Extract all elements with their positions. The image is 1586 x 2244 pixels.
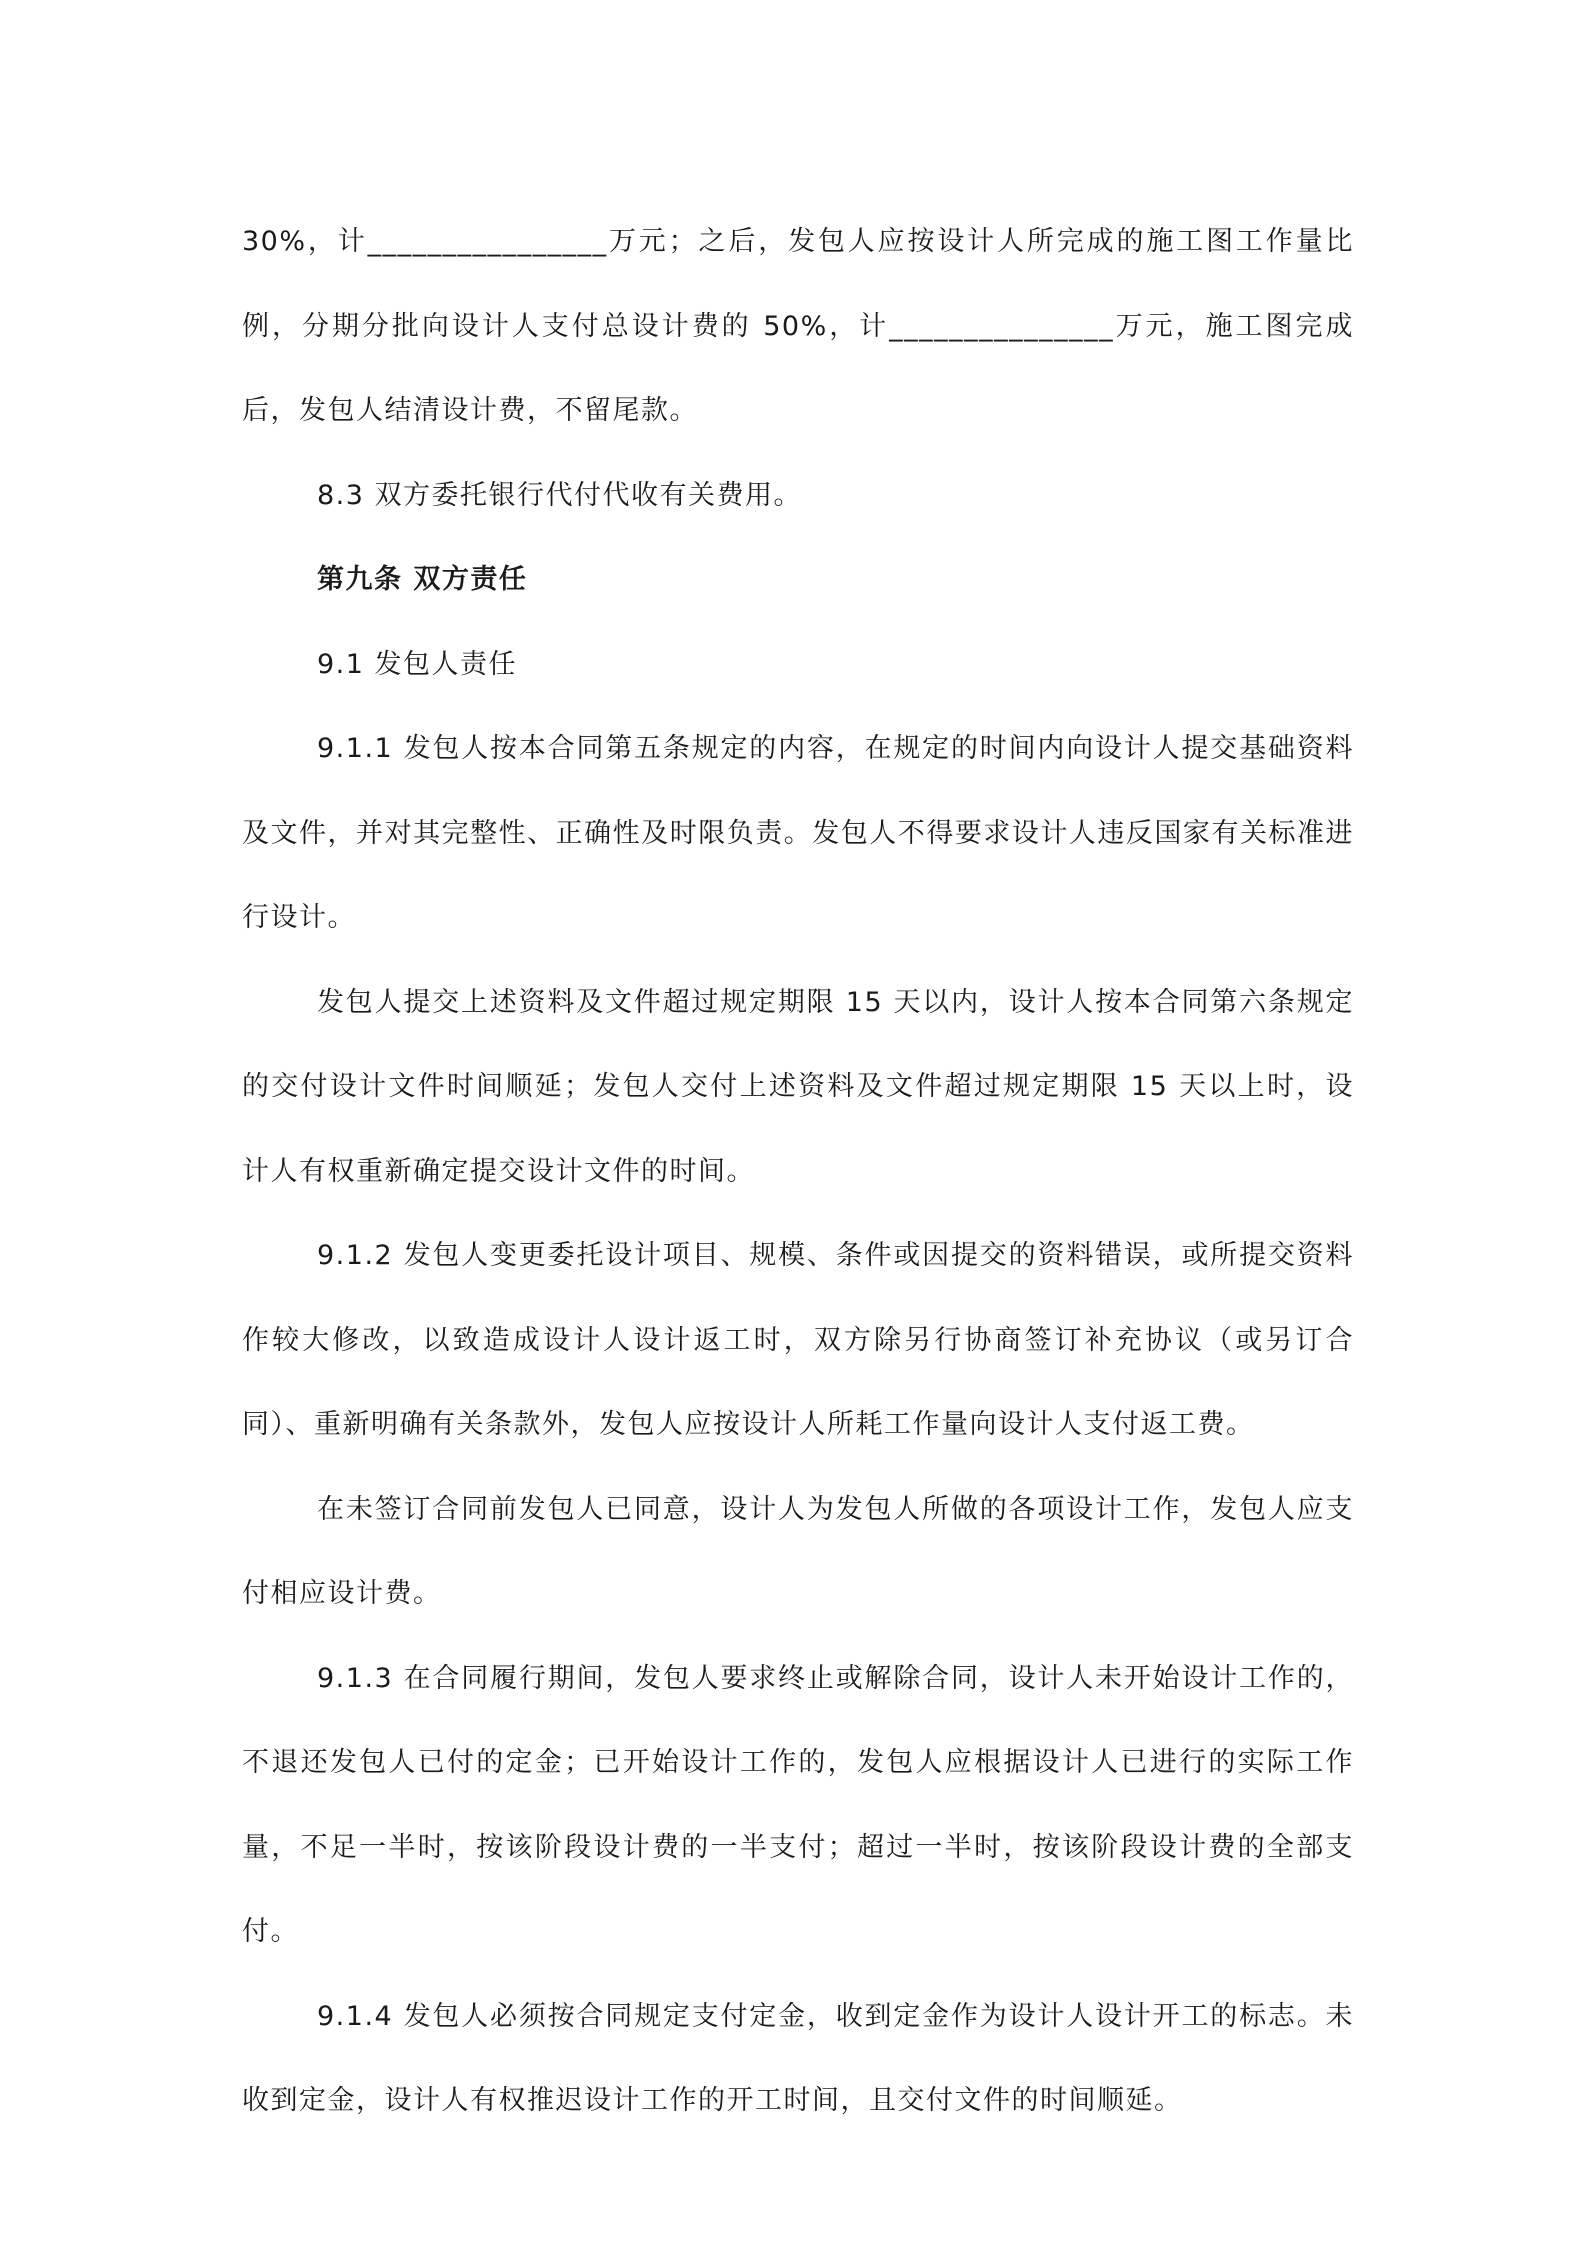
section-heading-article-9: 第九条 双方责任 (317, 564, 528, 595)
paragraph-9-1-3: 9.1.3 在合同履行期间，发包人要求终止或解除合同，设计人未开始设计工作的，不退还发包人已付的定金；已开始设计工作的，发包人应根据设计人已进行的实际工作量，不足一半时，按该阶段设计费的一半支付；超过一半时，按该阶段设计费的全部支付。 (242, 1662, 1354, 1947)
paragraph-9-1-4: 9.1.4 发包人必须按合同规定支付定金，收到定金作为设计人设计开工的标志。未收到定金，设计人有权推迟设计工作的开工时间，且交付文件的时间顺延。 (242, 2000, 1354, 2116)
paragraph-payment-schedule: 30%，计________________万元；之后，发包人应按设计人所完成的施工图工作量比例，分期分批向设计人支付总设计费的 50%，计_______________万元，施工图完成后，发包人结清设计费，不留尾款。 (242, 226, 1354, 426)
document-body (242, 200, 1354, 2144)
paragraph-8-3: 8.3 双方委托银行代付代收有关费用。 (317, 479, 803, 511)
subsection-heading-9-1: 9.1 发包人责任 (317, 648, 518, 680)
paragraph-9-1-2-prior-work: 在未签订合同前发包人已同意，设计人为发包人所做的各项设计工作，发包人应支付相应设计费。 (242, 1493, 1354, 1609)
paragraph-9-1-1-delay: 发包人提交上述资料及文件超过规定期限 15 天以内，设计人按本合同第六条规定的交付设计文件时间顺延；发包人交付上述资料及文件超过规定期限 15 天以上时，设计人有权重新确定提交设计文件的时间。 (242, 986, 1354, 1187)
paragraph-9-1-2: 9.1.2 发包人变更委托设计项目、规模、条件或因提交的资料错误，或所提交资料作较大修改，以致造成设计人设计返工时，双方除另行协商签订补充协议（或另订合同）、重新明确有关条款外，发包人应按设计人所耗工作量向设计人支付返工费。 (242, 1240, 1354, 1440)
paragraph-9-1-1: 9.1.1 发包人按本合同第五条规定的内容，在规定的时间内向设计人提交基础资料及文件，并对其完整性、正确性及时限负责。发包人不得要求设计人违反国家有关标准进行设计。 (242, 733, 1354, 933)
